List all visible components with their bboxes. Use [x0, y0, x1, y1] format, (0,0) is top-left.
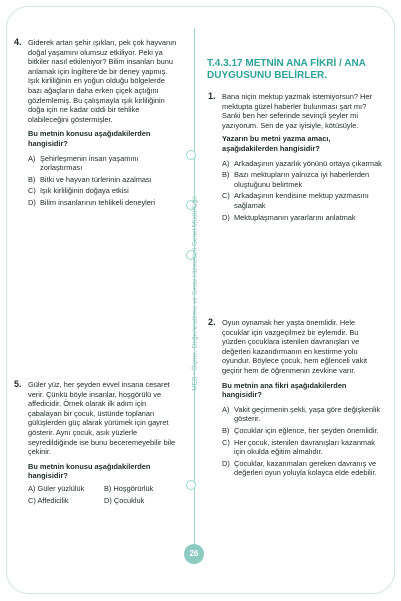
option-c[interactable]: C) Her çocuk, istenilen davranışları kazanmak için okulda eğitim almalıdır.: [222, 437, 375, 457]
option-b[interactable]: B) Çocuklar için eğlence, her şeyden önemlidir.: [222, 425, 379, 435]
section-heading: T.4.3.17 METNİN ANA FİKRİ / ANA DUYGUSUNU BELİRLER.: [207, 58, 366, 81]
option-a[interactable]: A) Şehirleşmenin insan yaşamını zorlaştırması: [28, 153, 139, 173]
question-text: Güler yüz, her şeyden evvel insana cesaret verir. Çünkü böyle insanlar, hoşgörülü ve affedicidir. Örnek olarak ilk adım için çabalayan bir çocuk, üstünde toplanan gülüşlerden güç alarak yürümek için gayret gösterir. Aynı çocuk, asık yüzlerle seyredildiğinde ise bunu beceremeyebilir bile çekinir.: [28, 380, 176, 457]
question-text: Oyun oynamak her yaşta önemlidir. Hele çocuklar için vazgeçilmez bir eylemdir. Bu yüzden çocuklara istenilen davranışları ve değerleri kazandırmanın en kestirme yolu oyundur. Böylece çocuk, hem eğlenceli vakit geçirir hem de öğrenmenin zevkine varır.: [222, 318, 368, 375]
question-2: [208, 317, 382, 478]
question-number: 2.: [208, 317, 216, 327]
question-prompt: Bu metnin ana fikri aşağıdakilerden hangisidir?: [222, 380, 347, 400]
option-a[interactable]: A) Vakit geçirmenin şekli, yaşa göre değişkenlik gösterir.: [222, 404, 381, 424]
option-d[interactable]: D) Çocuklar, kazanmaları gereken davranış ve değerleri oyun yoluyla kolayca elde edebilir.: [222, 458, 377, 478]
options-list: [222, 405, 382, 478]
question-prompt: Bu metnin konusu aşağıdakilerden hangisidir?: [28, 461, 151, 481]
question-number: 1.: [208, 91, 216, 101]
side-text-label: MEB • Ölçme, Değerlendirme ve Sınav Hizmetleri Genel Müdürlüğü: [191, 196, 199, 391]
question-1: [208, 91, 382, 222]
question-4: [14, 37, 180, 208]
question-5: [14, 379, 180, 505]
question-text: Giderek artan şehir ışıkları, pek çok hayvanın doğal yaşamını olumsuz etkiliyor. Peki ya bitkiler nasıl etkileniyor? Bilim insanları bunu anlamak için İngiltere'de bir deney yapmış. Işık kirliliğinin en yoğun olduğu bölgelerde bazı ağaçların daha erken çiçek açtığını gözlemlemiş. Bu çalışmayla ışık kirliliğinin doğa için ne kadar ciddi bir tehlike olabileceğini göstermişler.: [28, 38, 177, 124]
page-number: 26: [184, 544, 204, 564]
publisher-side-text: [180, 140, 210, 480]
question-prompt: Bu metnin konusu aşağıdakilerden hangisidir?: [28, 129, 151, 148]
question-prompt: Yazarın bu metni yazma amacı, aşağıdakilerden hangisidir?: [222, 134, 331, 153]
option-c[interactable]: C) Işık kirliliğinin doğaya etkisi: [28, 186, 129, 196]
options-list: [28, 154, 180, 208]
option-d[interactable]: D) Bilim insanlarının tehlikeli deneyleri: [28, 197, 156, 207]
option-d[interactable]: D) Çocukluk: [104, 495, 145, 505]
option-a[interactable]: A) Arkadaşının yazarlık yönünü ortaya çıkarmak: [222, 158, 382, 168]
option-d[interactable]: D) Mektuplaşmanın yararlarını anlatmak: [222, 212, 356, 222]
question-number: 4.: [14, 37, 22, 47]
option-a[interactable]: A) Güler yüzlülük: [28, 483, 85, 493]
option-b[interactable]: B) Bitki ve hayvan türlerinin azalması: [28, 174, 152, 184]
options-grid: [28, 484, 180, 505]
options-list: [222, 159, 382, 223]
option-c[interactable]: C) Affedicilik: [28, 495, 69, 505]
option-b[interactable]: B) Bazı mektupların yalnızca iyi haberlerden oluştuğunu belirtmek: [222, 170, 370, 189]
option-b[interactable]: B) Hoşgörürlük: [104, 483, 154, 493]
question-text: Bana niçin mektup yazmak istemiyorsun? Her mektupta güzel haberler bulunması şart mı? Sanki ben her seferinde sevinçli şeyler mi yazıyorum. Sen de yaz iyisiyle, kötüsüyle.: [222, 92, 372, 130]
question-number: 5.: [14, 379, 22, 389]
option-c[interactable]: C) Arkadaşının kendisine mektup yazmasını sağlamak: [222, 191, 369, 210]
